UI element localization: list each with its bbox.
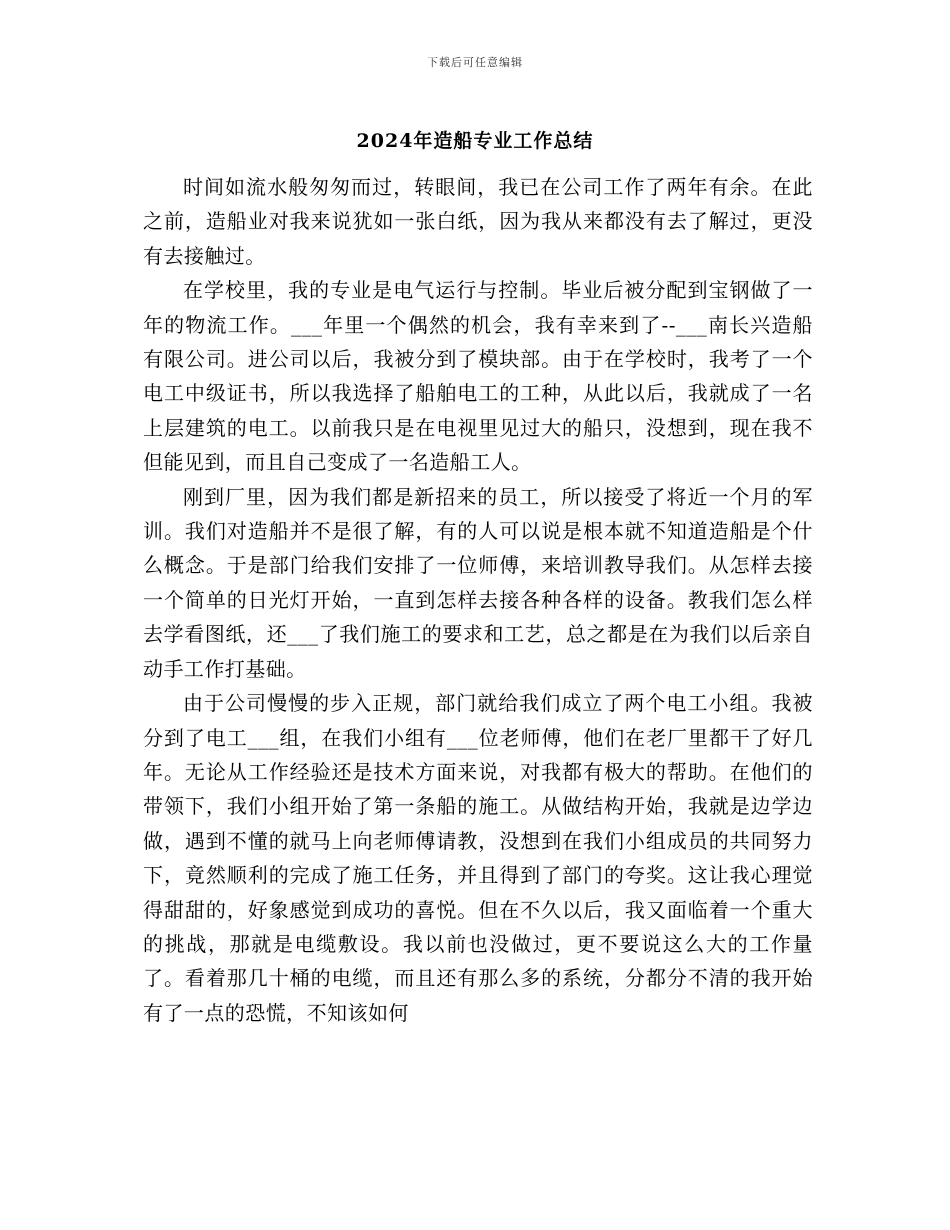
document-title: 2024年造船专业工作总结: [356, 130, 594, 152]
document-body: [143, 170, 813, 1030]
paragraph-1: 时间如流水般匆匆而过，转眼间，我已在公司工作了两年有余。在此之前，造船业对我来说犹如一张白纸，因为我从来都没有去了解过，更没有去接触过。: [143, 175, 813, 268]
paragraph-3: 刚到厂里，因为我们都是新招来的员工，所以接受了将近一个月的军训。我们对造船并不是很了解，有的人可以说是根本就不知道造船是个什么概念。于是部门给我们安排了一位师傅，来培训教导我们。从怎样去接一个简单的日光灯开始，一直到怎样去接各种各样的设备。教我们怎么样去学看图纸，还___了我们施工的要求和工艺，总之都是在为我们以后亲自动手工作打基础。: [143, 484, 813, 681]
paragraph-2: 在学校里，我的专业是电气运行与控制。毕业后被分配到宝钢做了一年的物流工作。___年里一个偶然的机会，我有幸来到了--___南长兴造船有限公司。进公司以后，我被分到了模块部。由于在学校时，我考了一个电工中级证书，所以我选择了船舶电工的工种，从此以后，我就成了一名上层建筑的电工。以前我只是在电视里见过大的船只，没想到，现在我不但能见到，而且自己变成了一名造船工人。: [143, 278, 813, 475]
paragraph-4: 由于公司慢慢的步入正规，部门就给我们成立了两个电工小组。我被分到了电工___组，在我们小组有___位老师傅，他们在老厂里都干了好几年。无论从工作经验还是技术方面来说，对我都有极大的帮助。在他们的带领下，我们小组开始了第一条船的施工。从做结构开始，我就是边学边做，遇到不懂的就马上向老师傅请教，没想到在我们小组成员的共同努力下，竟然顺利的完成了施工任务，并且得到了部门的夸奖。这让我心理觉得甜甜的，好象感觉到成功的喜悦。但在不久以后，我又面临着一个重大的挑战，那就是电缆敷设。我以前也没做过，更不要说这么大的工作量了。看着那几十桶的电缆，而且还有那么多的系统，分都分不清的我开始有了一点的恐慌，不知该如何: [143, 691, 813, 1025]
page-header-note: 下载后可任意编辑: [427, 56, 523, 69]
